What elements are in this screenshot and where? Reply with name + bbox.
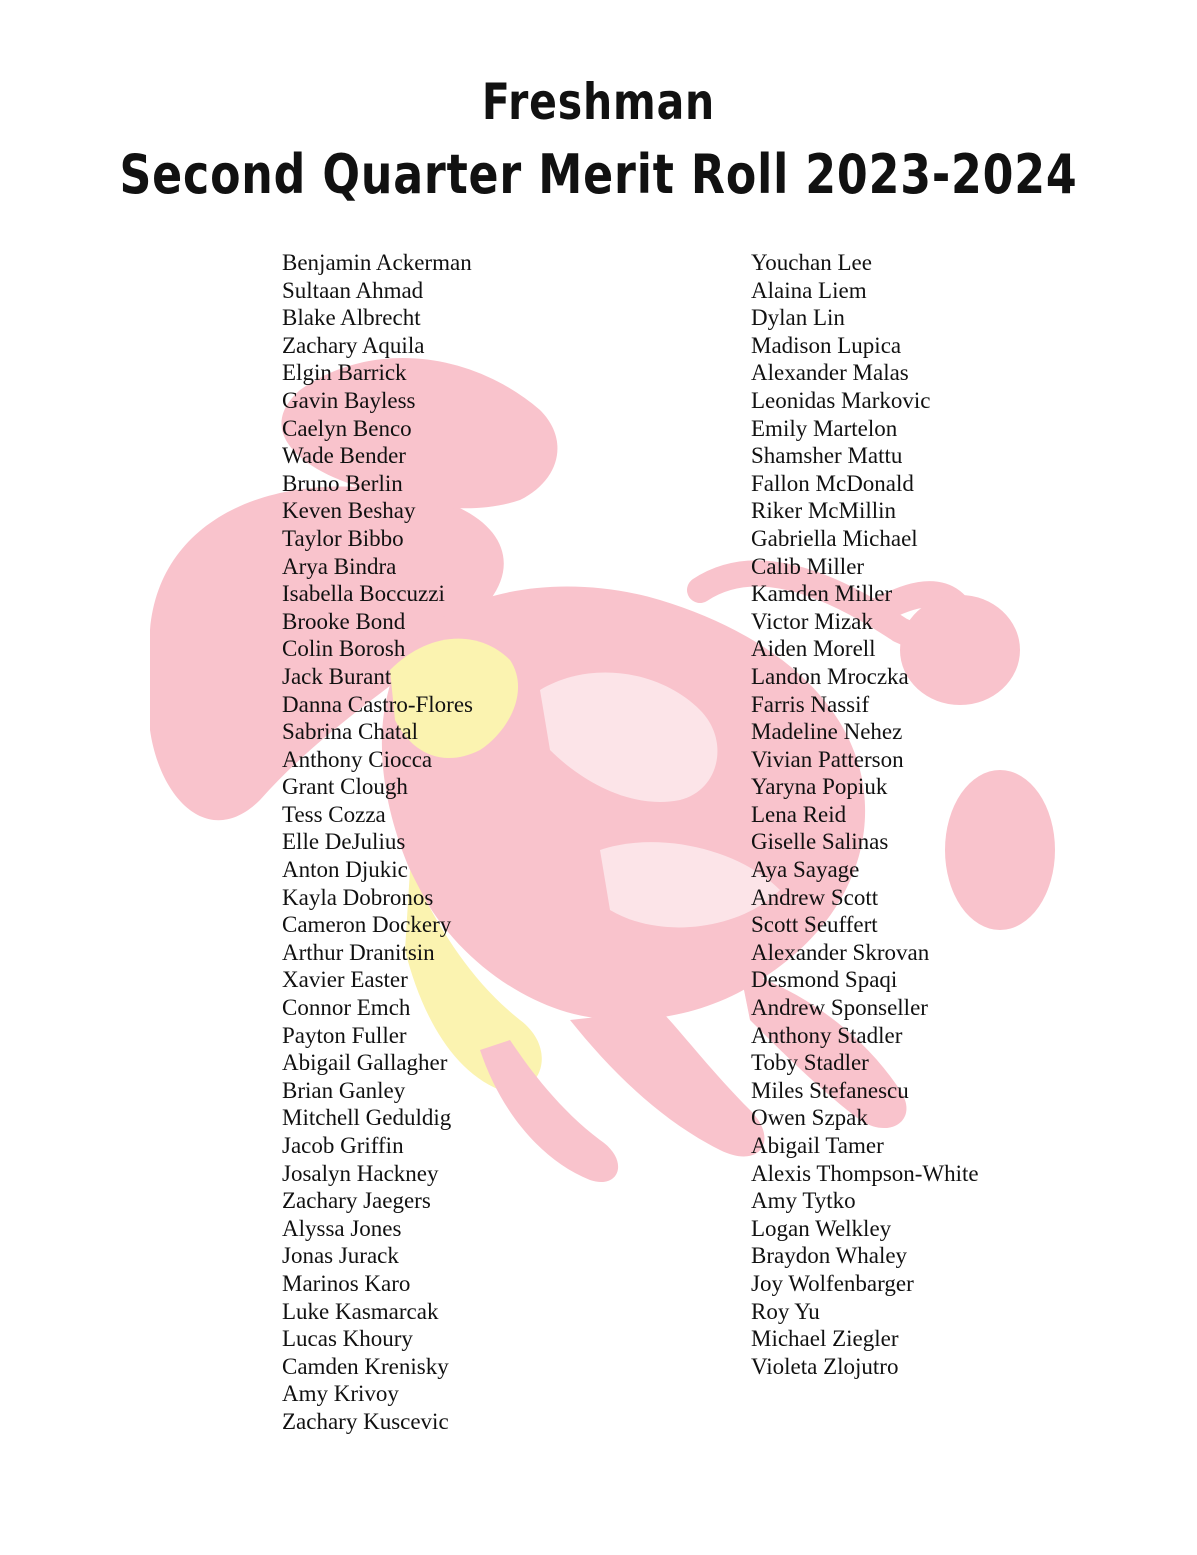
student-name: Desmond Spaqi [751, 967, 898, 993]
student-name: Benjamin Ackerman [282, 250, 472, 275]
student-name: Elle DeJulius [282, 829, 406, 855]
student-name: Wade Bender [282, 443, 406, 469]
student-name: Madison Lupica [751, 332, 902, 358]
student-name: Amy Tytko [751, 1188, 856, 1214]
student-name: Kamden Miller [751, 581, 893, 607]
student-name: Anton Djukic [282, 857, 408, 883]
left-name-column [282, 249, 473, 1436]
student-name: Blake Albrecht [282, 305, 421, 331]
student-name: Connor Emch [282, 995, 411, 1021]
student-name: Logan Welkley [751, 1215, 892, 1241]
student-name: Gavin Bayless [282, 387, 416, 413]
student-name: Alaina Liem [751, 277, 867, 303]
student-name: Jacob Griffin [282, 1133, 404, 1158]
student-name: Cameron Dockery [282, 912, 452, 938]
student-name: Victor Mizak [751, 608, 873, 634]
student-name: Giselle Salinas [751, 829, 889, 855]
student-name: Anthony Stadler [751, 1022, 903, 1048]
student-name: Bruno Berlin [282, 470, 403, 496]
student-name: Mitchell Geduldig [282, 1105, 452, 1131]
student-name: Isabella Boccuzzi [282, 581, 445, 607]
right-name-column [751, 249, 979, 1380]
student-name: Miles Stefanescu [751, 1077, 909, 1103]
student-name: Grant Clough [282, 774, 408, 800]
student-name: Riker McMillin [751, 498, 897, 524]
student-name: Scott Seuffert [751, 912, 878, 938]
student-name: Camden Krenisky [282, 1353, 449, 1379]
student-name: Yaryna Popiuk [751, 774, 888, 800]
student-name: Caelyn Benco [282, 415, 412, 441]
student-name: Tess Cozza [282, 801, 386, 827]
student-name: Luke Kasmarcak [282, 1298, 439, 1324]
student-name: Keven Beshay [282, 498, 416, 524]
student-name: Alexis Thompson-White [751, 1160, 979, 1186]
student-name: Andrew Scott [751, 884, 879, 910]
student-name: Anthony Ciocca [282, 746, 433, 772]
student-name: Braydon Whaley [751, 1243, 908, 1269]
student-name: Fallon McDonald [751, 470, 914, 496]
student-name: Joy Wolfenbarger [751, 1270, 914, 1296]
student-name: Calib Miller [751, 553, 865, 579]
student-name: Toby Stadler [751, 1050, 869, 1076]
student-name: Farris Nassif [751, 691, 870, 717]
student-name: Zachary Kuscevic [282, 1408, 449, 1434]
student-name: Amy Krivoy [282, 1381, 399, 1407]
student-name: Lena Reid [751, 801, 847, 827]
student-name: Alexander Skrovan [751, 939, 930, 965]
student-name: Sultaan Ahmad [282, 277, 424, 303]
student-name: Alyssa Jones [282, 1215, 402, 1241]
student-name: Landon Mroczka [751, 663, 909, 689]
student-name: Brooke Bond [282, 608, 406, 634]
student-name: Arya Bindra [282, 553, 397, 579]
student-name: Josalyn Hackney [282, 1160, 439, 1186]
student-name: Sabrina Chatal [282, 719, 419, 745]
student-name: Emily Martelon [751, 415, 898, 441]
student-name: Shamsher Mattu [751, 443, 903, 469]
student-name: Marinos Karo [282, 1270, 411, 1296]
student-name: Kayla Dobronos [282, 884, 434, 910]
student-name: Aya Sayage [751, 857, 860, 883]
page-title: Freshman [481, 73, 716, 131]
student-name: Dylan Lin [751, 305, 845, 331]
student-name: Jonas Jurack [282, 1243, 399, 1269]
student-name: Lucas Khoury [282, 1326, 413, 1352]
student-name: Andrew Sponseller [751, 995, 928, 1021]
student-name: Abigail Tamer [751, 1133, 884, 1158]
student-name: Payton Fuller [282, 1022, 407, 1048]
page-subtitle: Second Quarter Merit Roll 2023-2024 [119, 143, 1078, 206]
student-name: Taylor Bibbo [282, 525, 404, 551]
student-name: Madeline Nehez [751, 719, 903, 745]
student-name: Roy Yu [751, 1298, 820, 1324]
student-name: Colin Borosh [282, 636, 406, 662]
student-name: Zachary Aquila [282, 332, 425, 358]
student-name: Michael Ziegler [751, 1326, 899, 1352]
student-name: Arthur Dranitsin [282, 939, 435, 965]
student-name: Elgin Barrick [282, 360, 407, 386]
student-name: Xavier Easter [282, 967, 408, 993]
student-name: Violeta Zlojutro [751, 1353, 899, 1379]
student-name: Owen Szpak [751, 1105, 868, 1131]
student-name: Leonidas Markovic [751, 387, 931, 413]
student-name: Danna Castro-Flores [282, 691, 473, 717]
student-name: Aiden Morell [751, 636, 876, 662]
student-name: Jack Burant [282, 663, 392, 689]
student-name: Abigail Gallagher [282, 1050, 448, 1076]
student-name: Vivian Patterson [751, 746, 904, 772]
student-name: Brian Ganley [282, 1077, 406, 1103]
student-name: Zachary Jaegers [282, 1188, 431, 1214]
student-name: Youchan Lee [751, 250, 872, 275]
student-name: Gabriella Michael [751, 525, 918, 551]
student-name: Alexander Malas [751, 360, 909, 386]
